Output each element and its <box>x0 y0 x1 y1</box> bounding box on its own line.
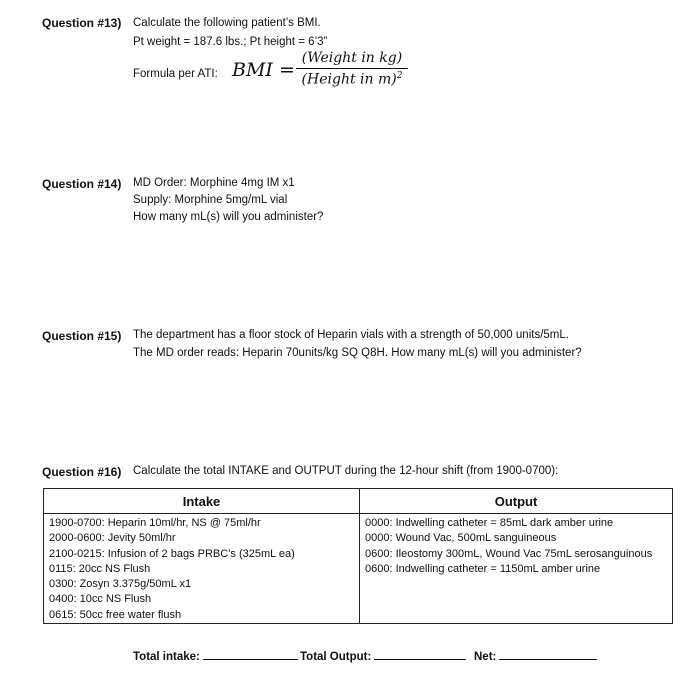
output-item: 0000: Wound Vac, 500mL sanguineous <box>365 532 557 545</box>
question-15-line-2: The MD order reads: Heparin 70units/kg SQ Q8H. How many mL(s) will you administer? <box>133 347 582 359</box>
intake-item: 2100-0215: Infusion of 2 bags PRBC’s (325mL ea) <box>49 547 295 560</box>
total-output <box>300 649 466 663</box>
total-intake-label: Total intake: <box>133 651 200 663</box>
intake-cell <box>44 514 360 624</box>
output-cell <box>360 514 673 624</box>
total-intake-blank <box>203 649 298 660</box>
question-15-label: Question #15) <box>42 329 122 343</box>
intake-item: 0400: 10cc NS Flush <box>49 593 152 606</box>
question-14-line-1: MD Order: Morphine 4mg IM x1 <box>133 177 295 189</box>
bmi-numerator: (Weight in kg) <box>296 50 408 69</box>
net-blank <box>499 649 597 660</box>
output-item: 0000: Indwelling catheter = 85mL dark amber urine <box>365 517 614 529</box>
output-item: 0600: Ileostomy 300mL, Wound Vac 75mL serosanguinous <box>365 547 653 560</box>
intake-item: 2000-0600: Jevity 50ml/hr <box>49 532 176 545</box>
question-13-line-1: Calculate the following patient’s BMI. <box>133 17 321 29</box>
question-16-label: Question #16) <box>42 465 122 479</box>
bmi-denominator-text: (Height in m) <box>301 71 397 88</box>
intake-item: 0615: 50cc free water flush <box>49 608 182 621</box>
total-output-blank <box>374 649 466 660</box>
total-intake <box>133 649 298 663</box>
output-item: 0600: Indwelling catheter = 1150mL amber urine <box>365 562 601 575</box>
question-14-label: Question #14) <box>42 177 122 191</box>
question-14-line-2: Supply: Morphine 5mg/mL vial <box>133 194 288 206</box>
net <box>474 649 597 663</box>
question-14-line-3: How many mL(s) will you administer? <box>133 211 324 223</box>
intake-item: 0115: 20cc NS Flush <box>49 562 151 575</box>
question-13-line-2: Pt weight = 187.6 lbs.; Pt height = 6’3” <box>133 36 328 48</box>
question-16-line-1: Calculate the total INTAKE and OUTPUT during the 12-hour shift (from 1900-0700): <box>133 465 559 477</box>
question-13-label: Question #13) <box>42 16 122 30</box>
intake-header: Intake <box>44 489 360 514</box>
intake-item: 0300: Zosyn 3.375g/50mL x1 <box>49 578 192 591</box>
bmi-symbol: BMI = <box>232 59 295 81</box>
bmi-denominator-exponent: 2 <box>396 71 403 81</box>
formula-prefix: Formula per ATI: <box>133 68 218 80</box>
intake-output-table <box>43 488 673 624</box>
total-output-label: Total Output: <box>300 651 372 663</box>
output-header: Output <box>360 489 673 514</box>
intake-item: 1900-0700: Heparin 10ml/hr, NS @ 75ml/hr <box>49 517 261 529</box>
bmi-fraction <box>296 50 408 88</box>
net-label: Net: <box>474 651 497 663</box>
bmi-denominator <box>296 69 408 88</box>
question-15-line-1: The department has a floor stock of Heparin vials with a strength of 50,000 units/5mL. <box>133 329 569 341</box>
